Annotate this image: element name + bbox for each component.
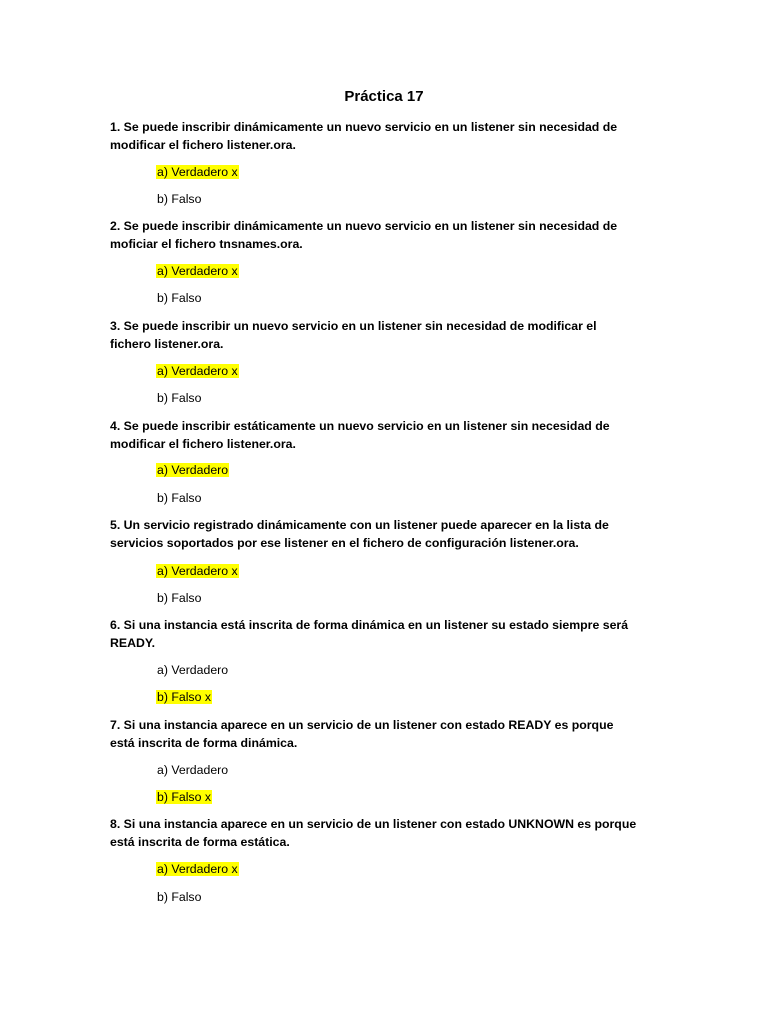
question-8-option-b (156, 888, 202, 906)
option-label: b) Falso x (157, 690, 211, 704)
question-2-option-a (156, 262, 239, 280)
question-1: 1. Se puede inscribir dinámicamente un nuevo servicio en un listener sin necesidad de modificar el fichero listener.ora. (110, 120, 618, 152)
question-5: 5. Un servicio registrado dinámicamente con un listener puede aparecer en la lista de servicios soportados por ese listener en el fichero de configuración listener.ora. (110, 518, 609, 550)
option-label: b) Falso (157, 890, 202, 904)
page-title: Práctica 17 (344, 88, 424, 105)
question-8: 8. Si una instancia aparece en un servicio de un listener con estado UNKNOWN es porque está inscrita de forma estática. (110, 817, 637, 849)
question-3-option-b (156, 389, 202, 407)
question-5-option-a (156, 562, 239, 580)
option-label: b) Falso (157, 391, 202, 405)
question-7-option-a (156, 761, 229, 779)
question-7-option-b (156, 788, 212, 806)
question-4-option-b (156, 489, 202, 507)
option-label: b) Falso (157, 291, 202, 305)
question-6-option-a (156, 661, 229, 679)
option-label: a) Verdadero (157, 763, 229, 777)
question-8-option-a (156, 860, 239, 878)
question-4: 4. Se puede inscribir estáticamente un nuevo servicio en un listener sin necesidad de modificar el fichero listener.ora. (110, 419, 610, 451)
question-7: 7. Si una instancia aparece en un servicio de un listener con estado READY es porque está inscrita de forma dinámica. (110, 718, 614, 750)
option-label: a) Verdadero x (157, 165, 238, 179)
option-label: b) Falso (157, 491, 202, 505)
question-2: 2. Se puede inscribir dinámicamente un nuevo servicio en un listener sin necesidad de moficiar el fichero tnsnames.ora. (110, 219, 618, 251)
option-label: a) Verdadero (157, 463, 229, 477)
question-1-option-b (156, 190, 202, 208)
question-3-option-a (156, 362, 239, 380)
question-5-option-b (156, 589, 202, 607)
option-label: a) Verdadero x (157, 264, 238, 278)
question-6-option-b (156, 688, 212, 706)
question-6: 6. Si una instancia está inscrita de forma dinámica en un listener su estado siempre será READY. (110, 618, 629, 650)
option-label: a) Verdadero (157, 663, 229, 677)
question-1-option-a (156, 163, 239, 181)
option-label: b) Falso (157, 591, 202, 605)
question-4-option-a (156, 461, 229, 479)
option-label: a) Verdadero x (157, 862, 238, 876)
question-3: 3. Se puede inscribir un nuevo servicio en un listener sin necesidad de modificar el fichero listener.ora. (110, 319, 597, 351)
option-label: a) Verdadero x (157, 564, 238, 578)
option-label: a) Verdadero x (157, 364, 238, 378)
option-label: b) Falso (157, 192, 202, 206)
option-label: b) Falso x (157, 790, 211, 804)
question-2-option-b (156, 289, 202, 307)
